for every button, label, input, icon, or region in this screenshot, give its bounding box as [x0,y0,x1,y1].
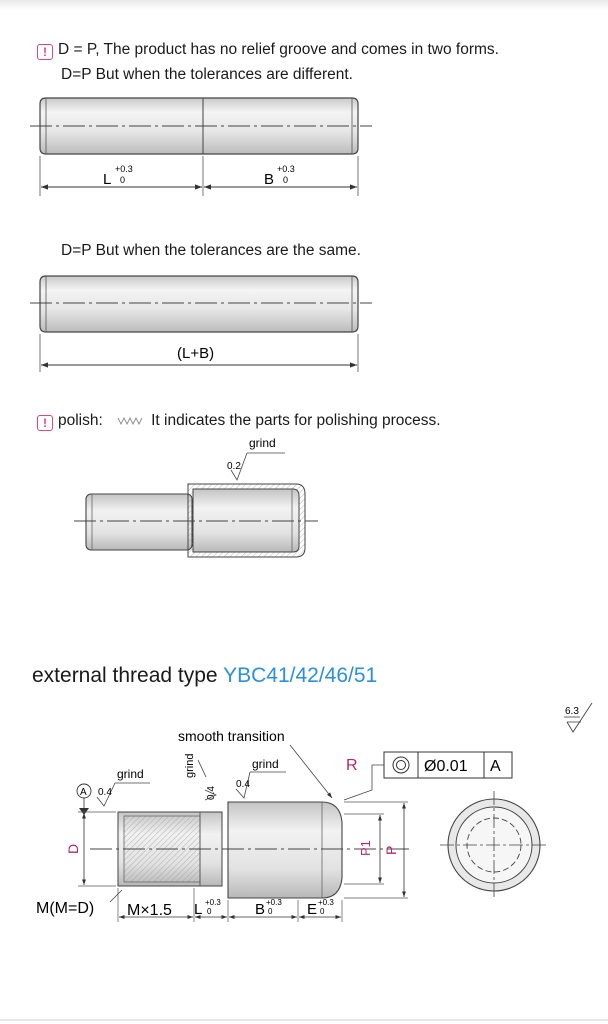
note-tolerances-same: D=P But when the tolerances are the same. [61,242,361,259]
note-polish [37,411,441,431]
polish-desc: It indicates the parts for polishing process. [151,412,441,429]
roughness-value: 0.2 [227,461,241,472]
polish-diagram [0,432,608,572]
pin-diagram-same-tolerances [0,268,608,378]
tol-lower: 0 [268,907,273,916]
bottom-divider [0,1019,608,1021]
smooth-transition-label: smooth transition [178,728,285,744]
tol-upper: +0.3 [318,898,334,907]
tol-lower: 0 [320,907,325,916]
dim-p-label: P [383,845,399,855]
dim-p1-label: P1 [358,840,373,856]
tol-lower: 0 [120,175,126,185]
section-title [32,664,377,688]
tolerance-datum: A [490,758,501,775]
polish-hatch-icon [117,416,143,426]
title-text: external thread type [32,664,218,687]
note-no-relief-groove [37,40,499,60]
dim-d-label: D [65,843,81,854]
warning-icon: ! [37,44,53,60]
tol-lower: 0 [207,907,212,916]
top-fade [0,0,608,10]
dim-e-label: E [307,901,318,918]
external-thread-diagram [0,700,608,930]
tol-lower: 0 [283,175,289,185]
pin-diagram-different-tolerances [0,90,608,200]
grind-mid-label: grind [252,757,279,771]
dim-l-label: L [194,901,203,918]
thread-pitch: M×1.5 [127,902,172,919]
grind-left-label: grind [117,767,144,781]
roughness-mid: 0.4 [236,779,250,790]
datum-symbol: A [80,787,87,798]
tol-upper: +0.3 [266,898,282,907]
thread-label: M(M=D) [36,900,95,917]
roughness-vertical: 0.4 [206,786,217,800]
general-roughness: 6.3 [565,706,579,717]
grind-label: grind [249,436,276,450]
radius-label: R [346,757,358,774]
tol-upper: +0.3 [115,164,133,174]
dim-total-label: (L+B) [177,345,215,362]
model-numbers: YBC41/42/46/51 [223,664,378,687]
dim-b-label: B [255,901,266,918]
dim-l-label: L [103,171,112,188]
dim-b-label: B [264,171,275,188]
note-tolerances-different: D=P But when the tolerances are different. [61,66,353,83]
warning-icon: ! [37,415,53,431]
tol-upper: +0.3 [205,898,221,907]
roughness-left: 0.4 [98,787,112,798]
tol-upper: +0.3 [277,164,295,174]
grind-vertical-label: grind [184,753,196,778]
polish-label: polish: [58,412,103,429]
tolerance-value: Ø0.01 [424,758,468,775]
note-text: D = P, The product has no relief groove and comes in two forms. [58,41,499,58]
